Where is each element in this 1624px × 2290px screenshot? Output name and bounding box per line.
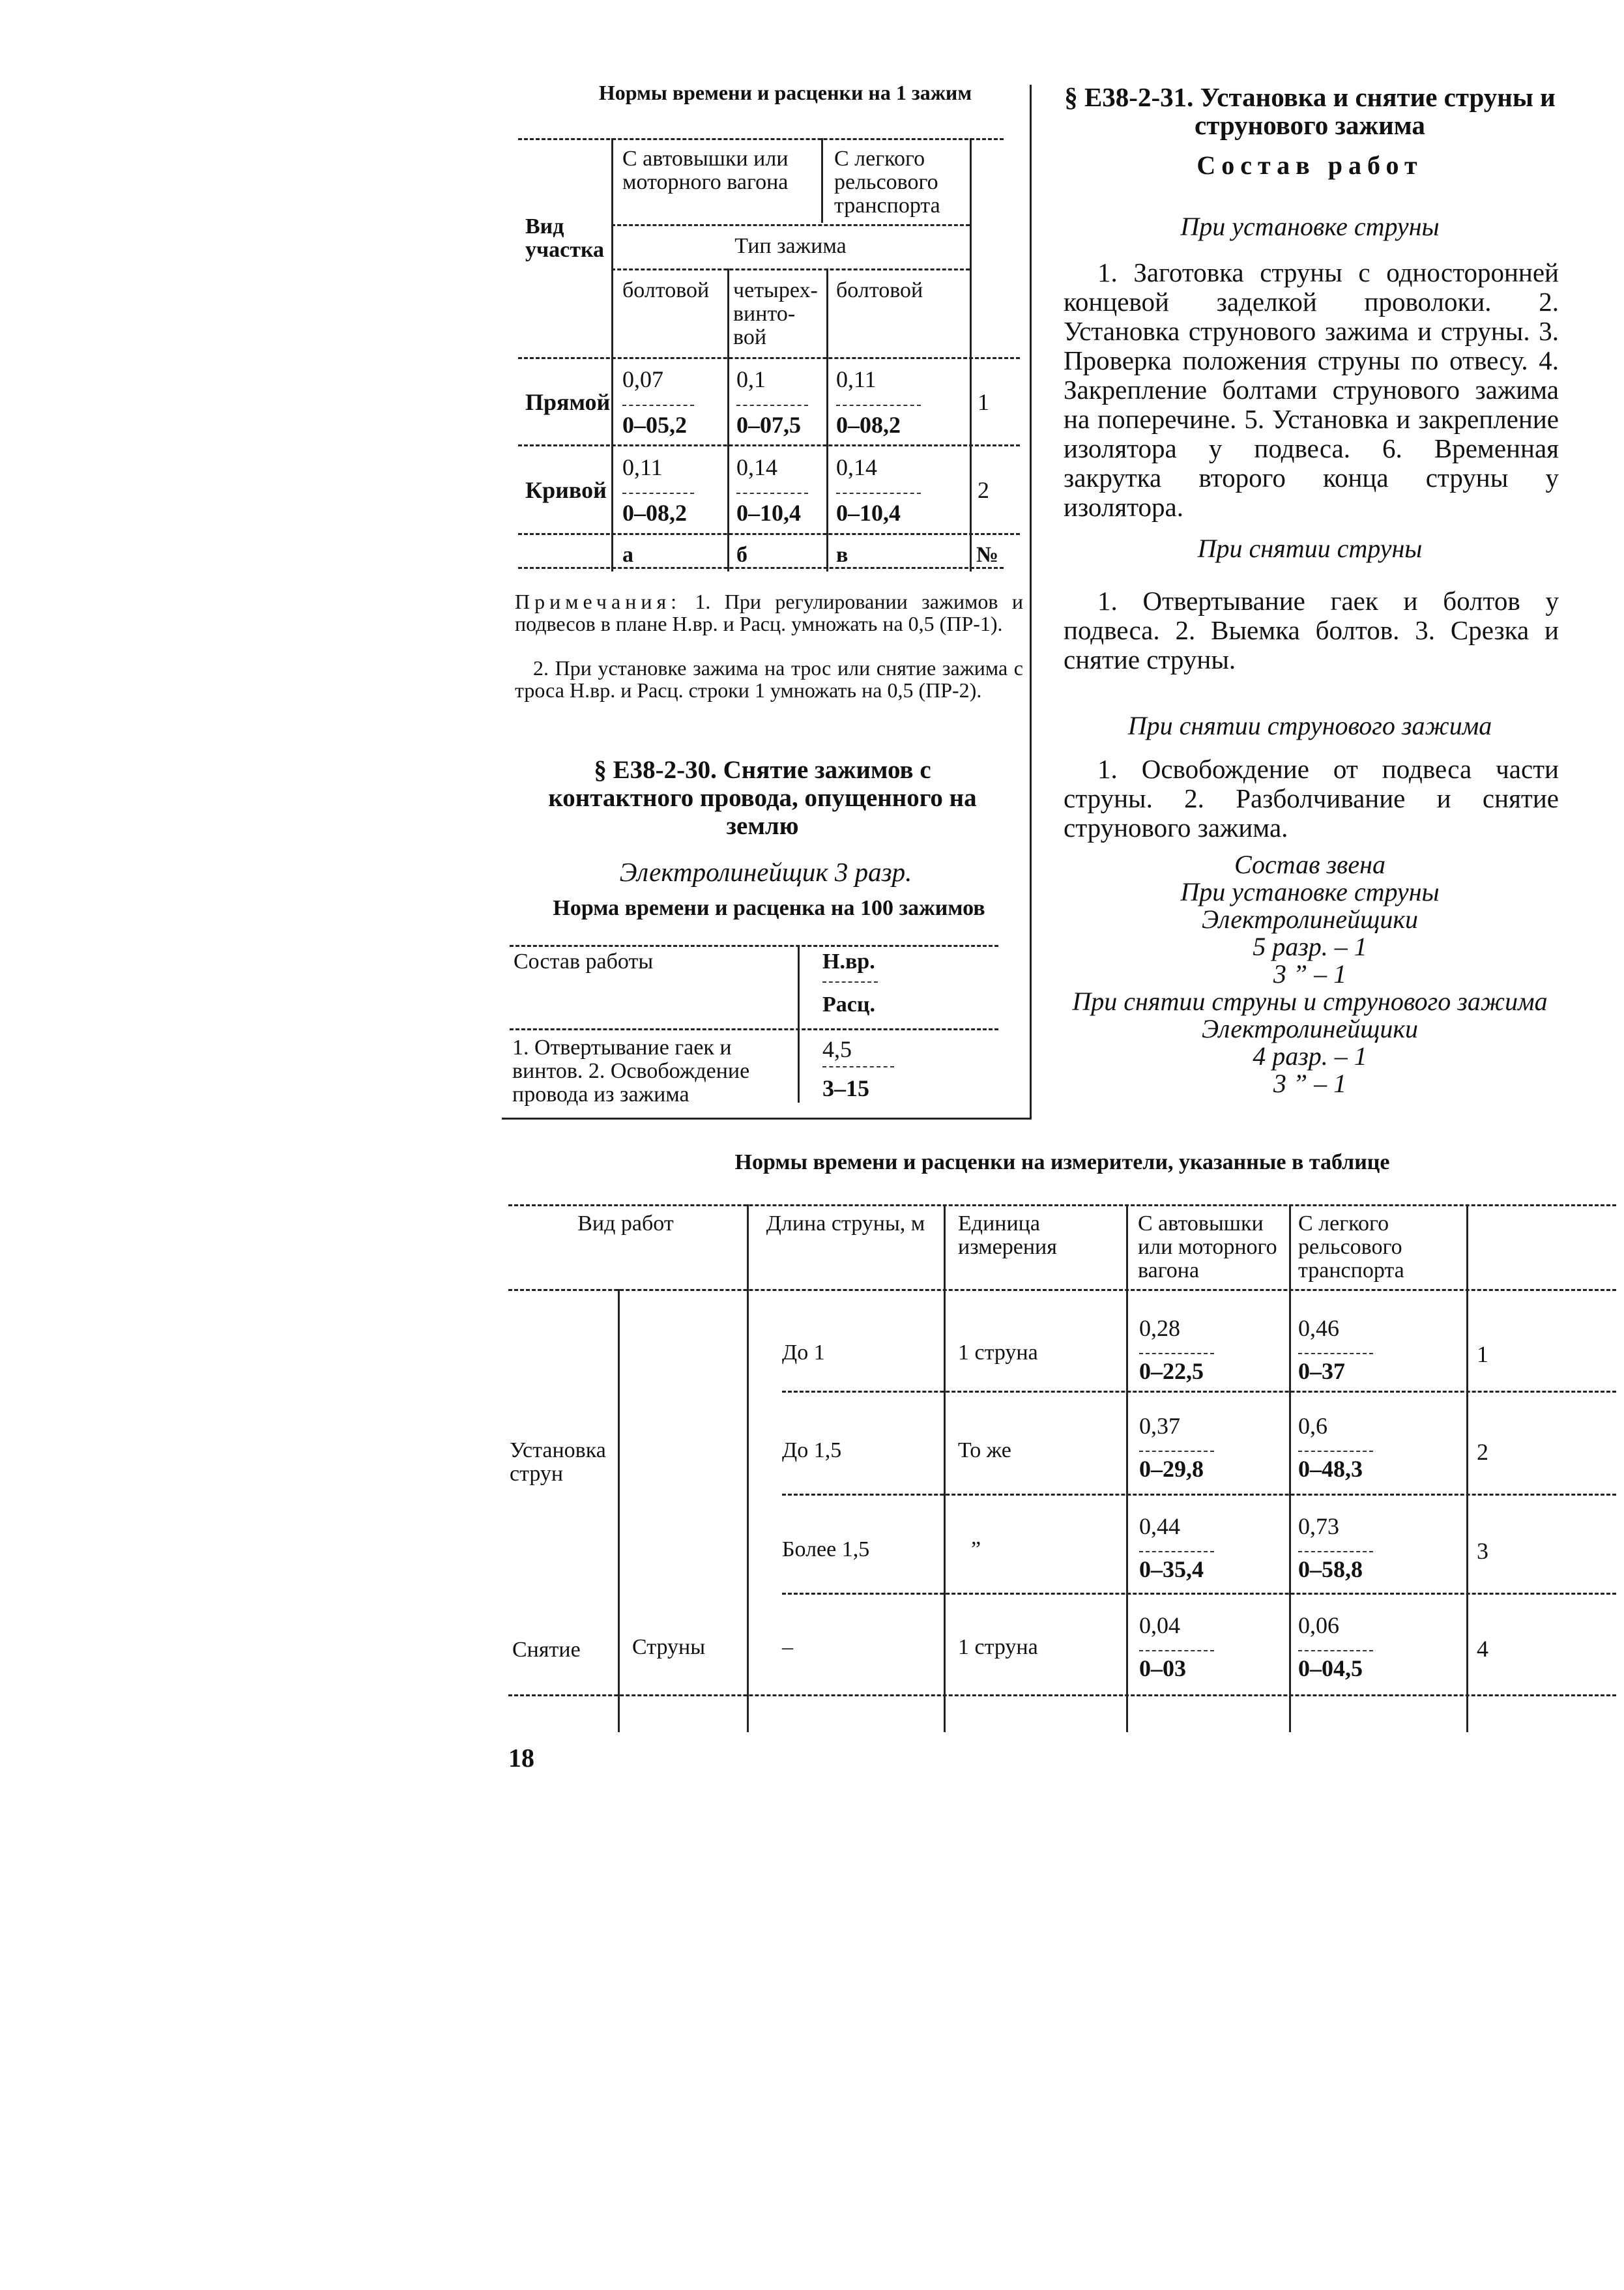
crew-composition	[1056, 851, 1564, 1097]
header-auto: С автовышки или моторного вагона	[622, 147, 789, 194]
header-rail: С легкого рельсового транспорта	[834, 147, 940, 218]
col-header: Состав работы	[514, 949, 654, 974]
group-label: Установка струн	[510, 1438, 606, 1486]
bottom-table-title: Нормы времени и расценки на измерители, указанные в таблице	[734, 1150, 1390, 1174]
cell-value: 0,11	[836, 366, 877, 392]
cell-value: 0,28	[1139, 1315, 1180, 1341]
cell-value: 0–04,5	[1298, 1655, 1363, 1681]
cell-len: До 1,5	[782, 1438, 842, 1462]
cell-unit: 1 струна	[958, 1341, 1038, 1365]
cell-value: 0–37	[1298, 1358, 1345, 1384]
col-letter: б	[736, 543, 747, 567]
cell-value: 4,5	[822, 1036, 852, 1062]
cell-value: 0,11	[622, 454, 663, 480]
cell-value: 0–05,2	[622, 412, 687, 438]
header-vid: Вид работ	[577, 1211, 674, 1236]
cell-value: 0,44	[1139, 1513, 1180, 1539]
rule	[611, 138, 613, 572]
cell-value: 0–48,3	[1298, 1456, 1363, 1482]
column-divider	[1030, 85, 1032, 1120]
cell-value: 0,06	[1298, 1612, 1339, 1638]
paragraph: 1. Освобождение от подвеса части струны. 2. Разболчивание и снятие струнового зажима.	[1064, 754, 1559, 843]
col-letter: в	[836, 543, 848, 567]
rule	[618, 1289, 620, 1732]
header-tip: Тип зажима	[734, 234, 847, 258]
col-header: Н.вр.	[822, 949, 875, 974]
cell-value: 0–08,2	[836, 412, 901, 438]
col-header: Расц.	[822, 993, 875, 1017]
cell-value: 0,46	[1298, 1315, 1339, 1341]
fraction-line	[836, 493, 921, 494]
subheading: При снятии струны	[1197, 534, 1423, 563]
fraction-line	[622, 405, 694, 406]
row-number: 2	[1477, 1439, 1488, 1465]
rule	[518, 533, 1020, 535]
note-2: 2. При установке зажима на трос или снятие зажима с троса Н.вр. и Расц. строки 1 умножать на 0,5 (ПР-2).	[515, 656, 1023, 702]
crew-group: При установке струны	[1180, 877, 1440, 906]
rule	[944, 1204, 946, 1732]
cell-len: Более 1,5	[782, 1537, 870, 1561]
cell-value: 0,14	[736, 454, 777, 480]
rule	[782, 1391, 1616, 1393]
cell-value: 0–10,4	[836, 500, 901, 526]
cell-value: 0–08,2	[622, 500, 687, 526]
fraction-line	[736, 493, 808, 494]
cell-value: 0,07	[622, 366, 663, 392]
fraction-line	[1298, 1353, 1373, 1354]
fraction-line	[836, 405, 921, 406]
rule	[1466, 1204, 1468, 1732]
header-unit: Единица измерения	[958, 1211, 1057, 1259]
rule	[970, 138, 972, 572]
fraction-line	[1298, 1551, 1373, 1552]
cell-value: 0,37	[1139, 1413, 1180, 1439]
notes-label: Примечания:	[515, 590, 682, 613]
table1-title: Нормы времени и расценки на 1 зажим	[598, 81, 972, 104]
cell-value: 0–07,5	[736, 412, 801, 438]
cell-value: 0–29,8	[1139, 1456, 1204, 1482]
fraction-line	[822, 981, 878, 983]
header-rail: С легкого рельсового транспорта	[1298, 1211, 1404, 1283]
fraction-line	[1139, 1650, 1214, 1651]
rule	[1289, 1204, 1291, 1732]
fraction-line	[1139, 1451, 1214, 1452]
page-number: 18	[508, 1743, 534, 1773]
rule	[1126, 1204, 1128, 1732]
header-vid: Вид участка	[525, 214, 605, 262]
rule	[508, 1204, 1616, 1206]
crew-workers: Электролинейщики	[1201, 1014, 1419, 1043]
rule	[826, 268, 828, 572]
header-bolt1: болтовой	[622, 278, 710, 302]
row-number: 2	[978, 477, 989, 503]
cell-value: 0,04	[1139, 1612, 1180, 1638]
rule	[611, 268, 970, 270]
paragraph: 1. Заготовка струны с односторонней концевой заделкой проволоки. 2. Установка струнового зажима и струны. 3. Проверка положения струны по отвесу. 4. Закрепление болтами струнового зажима на поперечине. 5. Установка и закрепление изолятора у подвеса. 6. Временная закрутка второго конца струны у изолятора.	[1064, 257, 1559, 522]
rule	[518, 567, 1004, 569]
cell-unit: 1 струна	[958, 1635, 1038, 1659]
row-object: Струны	[632, 1635, 706, 1659]
rule	[508, 1694, 1616, 1696]
crew-grade: 3 ” – 1	[1273, 1069, 1347, 1098]
row-kind: Снятие	[512, 1638, 581, 1662]
header-four: четырех-винто-вой	[733, 278, 818, 349]
cell-len: –	[782, 1635, 793, 1659]
rule	[518, 138, 1004, 140]
row-number: 3	[1477, 1538, 1488, 1564]
cell-value: 0,1	[736, 366, 766, 392]
rule	[508, 1289, 1616, 1291]
header-bolt2: болтовой	[836, 278, 923, 302]
cell-value: 0–10,4	[736, 500, 801, 526]
fraction-line	[1139, 1353, 1214, 1354]
header-len: Длина струны, м	[766, 1211, 925, 1236]
cell-value: 0–03	[1139, 1655, 1186, 1681]
rule	[821, 138, 823, 223]
cell-len: До 1	[782, 1341, 825, 1365]
row-name: Кривой	[525, 477, 607, 503]
rule	[510, 1028, 998, 1030]
rule	[518, 444, 1020, 446]
work-description: 1. Отвертывание гаек и винтов. 2. Освобождение провода из зажима	[512, 1036, 750, 1107]
crew-group: При снятии струны и струнового зажима	[1072, 987, 1548, 1016]
subheading: При снятии струнового зажима	[1127, 711, 1492, 740]
crew-workers: Электролинейщики	[1201, 905, 1419, 934]
cell-value: 0,14	[836, 454, 877, 480]
rule	[510, 945, 998, 947]
notes	[515, 590, 1023, 635]
cell-unit: ”	[971, 1537, 981, 1561]
rule	[782, 1593, 1616, 1595]
rule	[747, 1204, 749, 1732]
crew-grade: 4 разр. – 1	[1253, 1041, 1367, 1071]
fraction-line	[622, 493, 694, 494]
cell-value: 0–58,8	[1298, 1556, 1363, 1582]
fraction-line	[822, 1066, 894, 1067]
col-letter: а	[622, 543, 633, 567]
column-bottom-rule	[502, 1118, 1031, 1120]
row-name: Прямой	[525, 389, 611, 415]
cell-value: 0,6	[1298, 1413, 1327, 1439]
cell-value: 3–15	[822, 1075, 869, 1101]
fraction-line	[1298, 1451, 1373, 1452]
fraction-line	[1298, 1650, 1373, 1651]
row-number: 1	[1477, 1341, 1488, 1367]
row-number: 1	[978, 389, 989, 415]
rule	[782, 1494, 1616, 1496]
cell-value: 0–35,4	[1139, 1556, 1204, 1582]
section-30-worker: Электролинейщик 3 разр.	[619, 857, 912, 887]
cell-value: 0–22,5	[1139, 1358, 1204, 1384]
rule	[798, 945, 800, 1103]
header-auto: С автовышки или моторного вагона	[1138, 1211, 1277, 1283]
note-1: 1. При регулировании зажимов и подвесов в плане Н.вр. и Расц. умножать на 0,5 (ПР-1).	[515, 590, 1023, 635]
sostav-heading: Состав работ	[1196, 151, 1423, 180]
section-30-table-title: Норма времени и расценка на 100 зажимов	[553, 896, 985, 920]
subheading: При установке струны	[1180, 212, 1440, 241]
fraction-line	[736, 405, 808, 406]
cell-value: 0,73	[1298, 1513, 1339, 1539]
crew-grade: 5 разр. – 1	[1253, 932, 1367, 961]
col-letter: №	[976, 543, 999, 567]
crew-title: Состав звена	[1234, 850, 1385, 879]
rule	[727, 268, 729, 572]
rule	[611, 224, 970, 226]
cell-unit: То же	[958, 1438, 1011, 1462]
crew-grade: 3 ” – 1	[1273, 959, 1347, 989]
rule	[518, 357, 1020, 359]
section-30-title: § Е38-2-30. Снятие зажимов с контактного провода, опущенного на землю	[548, 756, 977, 840]
paragraph: 1. Отвертывание гаек и болтов у подвеса. 2. Выемка болтов. 3. Срезка и снятие струны.	[1064, 586, 1559, 674]
fraction-line	[1139, 1551, 1214, 1552]
section-31-title: § Е38-2-31. Установка и снятие струны и струнового зажима	[1064, 82, 1556, 140]
row-number: 4	[1477, 1636, 1488, 1662]
